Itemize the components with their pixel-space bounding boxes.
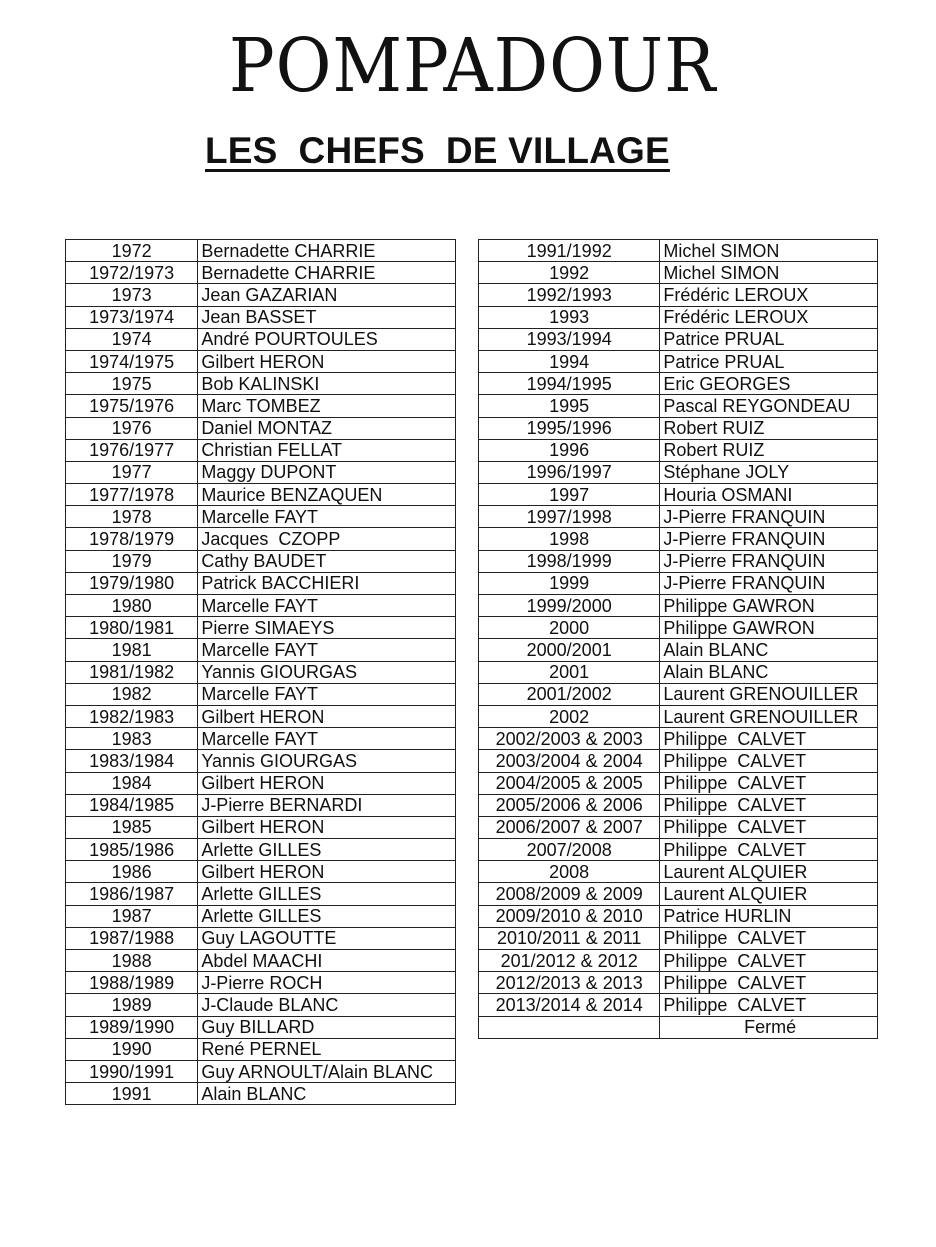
table-row (479, 506, 878, 528)
chef-name-cell: Laurent ALQUIER (660, 861, 878, 883)
table-row (66, 1016, 456, 1038)
chef-name-cell: Laurent ALQUIER (660, 883, 878, 905)
year-cell: 1980/1981 (66, 617, 198, 639)
chef-name-cell: Gilbert HERON (198, 772, 456, 794)
year-cell (479, 1016, 660, 1038)
chef-name-cell: Alain BLANC (660, 639, 878, 661)
year-cell: 1982 (66, 683, 198, 705)
chef-name-cell: Patrick BACCHIERI (198, 572, 456, 594)
table-row (479, 284, 878, 306)
table-row (66, 1083, 456, 1105)
table-row (66, 262, 456, 284)
year-cell: 1989/1990 (66, 1016, 198, 1038)
table-row (66, 816, 456, 838)
chef-name-cell: Alain BLANC (660, 661, 878, 683)
table-row (66, 328, 456, 350)
year-cell: 2005/2006 & 2006 (479, 794, 660, 816)
table-row (479, 661, 878, 683)
table-row (66, 861, 456, 883)
year-cell: 1979/1980 (66, 572, 198, 594)
table-row (66, 306, 456, 328)
chef-name-cell: Marcelle FAYT (198, 728, 456, 750)
table-row (66, 839, 456, 861)
table-row (479, 883, 878, 905)
year-cell: 1972/1973 (66, 262, 198, 284)
chef-name-cell: Philippe CALVET (660, 728, 878, 750)
table-row (66, 728, 456, 750)
table-row (66, 461, 456, 483)
chef-name-cell: Arlette GILLES (198, 905, 456, 927)
year-cell: 1985 (66, 816, 198, 838)
chef-name-cell: Jean BASSET (198, 306, 456, 328)
chef-name-cell: Maurice BENZAQUEN (198, 484, 456, 506)
chef-name-cell: J-Pierre FRANQUIN (660, 506, 878, 528)
year-cell: 2010/2011 & 2011 (479, 927, 660, 949)
table-row (479, 639, 878, 661)
year-cell: 1996/1997 (479, 461, 660, 483)
table-row (479, 861, 878, 883)
table-row (479, 705, 878, 727)
table-row (66, 683, 456, 705)
chef-name-cell: J-Pierre FRANQUIN (660, 572, 878, 594)
chef-name-cell: J-Claude BLANC (198, 994, 456, 1016)
year-cell: 2013/2014 & 2014 (479, 994, 660, 1016)
year-cell: 1975 (66, 373, 198, 395)
chef-name-cell: Philippe CALVET (660, 750, 878, 772)
year-cell: 1981/1982 (66, 661, 198, 683)
chef-name-cell: Jacques CZOPP (198, 528, 456, 550)
chefs-table-left (65, 239, 456, 1105)
chef-name-cell: Eric GEORGES (660, 373, 878, 395)
table-row (479, 484, 878, 506)
table-row (479, 728, 878, 750)
table-row (479, 816, 878, 838)
year-cell: 2006/2007 & 2007 (479, 816, 660, 838)
chef-name-cell: Robert RUIZ (660, 439, 878, 461)
chef-name-cell: Guy BILLARD (198, 1016, 456, 1038)
table-row (66, 661, 456, 683)
chef-name-cell: Frédéric LEROUX (660, 284, 878, 306)
chef-name-cell: Laurent GRENOUILLER (660, 683, 878, 705)
chef-name-cell: Philippe CALVET (660, 927, 878, 949)
year-cell: 1975/1976 (66, 395, 198, 417)
table-row (66, 994, 456, 1016)
year-cell: 1988/1989 (66, 972, 198, 994)
chef-name-cell: J-Pierre FRANQUIN (660, 550, 878, 572)
chef-name-cell: Jean GAZARIAN (198, 284, 456, 306)
year-cell: 1977/1978 (66, 484, 198, 506)
chef-name-cell: Patrice PRUAL (660, 328, 878, 350)
table-row (479, 461, 878, 483)
chef-name-cell: Gilbert HERON (198, 350, 456, 372)
year-cell: 2012/2013 & 2013 (479, 972, 660, 994)
year-cell: 1976/1977 (66, 439, 198, 461)
table-row (479, 417, 878, 439)
chef-name-cell: Bernadette CHARRIE (198, 262, 456, 284)
chef-name-cell: Marc TOMBEZ (198, 395, 456, 417)
chef-name-cell: Gilbert HERON (198, 861, 456, 883)
year-cell: 1986 (66, 861, 198, 883)
year-cell: 1984/1985 (66, 794, 198, 816)
chef-name-cell: Yannis GIOURGAS (198, 661, 456, 683)
chef-name-cell: Patrice PRUAL (660, 350, 878, 372)
table-row (479, 240, 878, 262)
page-subtitle: LES CHEFS DE VILLAGE (205, 130, 670, 171)
year-cell: 1998 (479, 528, 660, 550)
chef-name-cell: Arlette GILLES (198, 883, 456, 905)
table-row (66, 240, 456, 262)
chef-name-cell: Frédéric LEROUX (660, 306, 878, 328)
year-cell: 2008/2009 & 2009 (479, 883, 660, 905)
table-row (479, 617, 878, 639)
chef-name-cell: Philippe CALVET (660, 839, 878, 861)
chef-name-cell: Philippe CALVET (660, 994, 878, 1016)
chef-name-cell: Fermé (660, 1016, 878, 1038)
table-row (479, 994, 878, 1016)
table-row (66, 883, 456, 905)
table-row (66, 417, 456, 439)
chef-name-cell: Maggy DUPONT (198, 461, 456, 483)
year-cell: 1995/1996 (479, 417, 660, 439)
table-row (479, 550, 878, 572)
chef-name-cell: J-Pierre BERNARDI (198, 794, 456, 816)
year-cell: 201/2012 & 2012 (479, 950, 660, 972)
chef-name-cell: Arlette GILLES (198, 839, 456, 861)
page-title: POMPADOUR (228, 23, 717, 109)
table-row (66, 1038, 456, 1060)
year-cell: 1997 (479, 484, 660, 506)
table-row (479, 328, 878, 350)
year-cell: 1987 (66, 905, 198, 927)
year-cell: 1977 (66, 461, 198, 483)
table-row (66, 1060, 456, 1082)
year-cell: 1976 (66, 417, 198, 439)
table-row (479, 750, 878, 772)
chef-name-cell: Robert RUIZ (660, 417, 878, 439)
chef-name-cell: Marcelle FAYT (198, 506, 456, 528)
year-cell: 2000 (479, 617, 660, 639)
table-row (66, 506, 456, 528)
chef-name-cell: Yannis GIOURGAS (198, 750, 456, 772)
year-cell: 1974/1975 (66, 350, 198, 372)
table-row (66, 528, 456, 550)
year-cell: 1983 (66, 728, 198, 750)
year-cell: 1993 (479, 306, 660, 328)
year-cell: 1999 (479, 572, 660, 594)
year-cell: 1973/1974 (66, 306, 198, 328)
chef-name-cell: Christian FELLAT (198, 439, 456, 461)
table-row (66, 905, 456, 927)
chef-name-cell: Philippe CALVET (660, 816, 878, 838)
chef-name-cell: Guy ARNOULT/Alain BLANC (198, 1060, 456, 1082)
table-row (66, 639, 456, 661)
table-row (66, 373, 456, 395)
year-cell: 2003/2004 & 2004 (479, 750, 660, 772)
chef-name-cell: Guy LAGOUTTE (198, 927, 456, 949)
chef-name-cell: Philippe GAWRON (660, 595, 878, 617)
year-cell: 2001 (479, 661, 660, 683)
year-cell: 1988 (66, 950, 198, 972)
year-cell: 1996 (479, 439, 660, 461)
year-cell: 1987/1988 (66, 927, 198, 949)
table-row (479, 572, 878, 594)
year-cell: 1995 (479, 395, 660, 417)
year-cell: 1973 (66, 284, 198, 306)
table-row (66, 750, 456, 772)
year-cell: 1986/1987 (66, 883, 198, 905)
table-row (479, 839, 878, 861)
year-cell: 1999/2000 (479, 595, 660, 617)
year-cell: 1989 (66, 994, 198, 1016)
table-row (479, 905, 878, 927)
chef-name-cell: Pascal REYGONDEAU (660, 395, 878, 417)
table-row (66, 617, 456, 639)
chef-name-cell: Alain BLANC (198, 1083, 456, 1105)
table-row (66, 794, 456, 816)
table-row (66, 395, 456, 417)
year-cell: 1991/1992 (479, 240, 660, 262)
table-row (66, 772, 456, 794)
chef-name-cell: J-Pierre FRANQUIN (660, 528, 878, 550)
table-row (479, 306, 878, 328)
chef-name-cell: Philippe CALVET (660, 972, 878, 994)
table-row (66, 705, 456, 727)
year-cell: 1983/1984 (66, 750, 198, 772)
table-row (66, 927, 456, 949)
year-cell: 2008 (479, 861, 660, 883)
table-row (66, 950, 456, 972)
year-cell: 1990 (66, 1038, 198, 1060)
table-row (479, 528, 878, 550)
chef-name-cell: Marcelle FAYT (198, 683, 456, 705)
chef-name-cell: Philippe CALVET (660, 950, 878, 972)
year-cell: 1992 (479, 262, 660, 284)
chef-name-cell: Gilbert HERON (198, 816, 456, 838)
table-row (479, 373, 878, 395)
chef-name-cell: Houria OSMANI (660, 484, 878, 506)
table-row (479, 262, 878, 284)
chef-name-cell: Pierre SIMAEYS (198, 617, 456, 639)
chef-name-cell: Michel SIMON (660, 240, 878, 262)
year-cell: 1974 (66, 328, 198, 350)
table-row (479, 439, 878, 461)
year-cell: 1994/1995 (479, 373, 660, 395)
year-cell: 1981 (66, 639, 198, 661)
table-row (479, 927, 878, 949)
chef-name-cell: Patrice HURLIN (660, 905, 878, 927)
table-row (479, 794, 878, 816)
year-cell: 2001/2002 (479, 683, 660, 705)
table-row (479, 683, 878, 705)
year-cell: 1993/1994 (479, 328, 660, 350)
table-row (66, 284, 456, 306)
year-cell: 2002/2003 & 2003 (479, 728, 660, 750)
year-cell: 1972 (66, 240, 198, 262)
chef-name-cell: Philippe CALVET (660, 794, 878, 816)
year-cell: 1992/1993 (479, 284, 660, 306)
table-row (66, 439, 456, 461)
year-cell: 1982/1983 (66, 705, 198, 727)
table-row (66, 350, 456, 372)
table-row (66, 595, 456, 617)
year-cell: 2004/2005 & 2005 (479, 772, 660, 794)
year-cell: 1990/1991 (66, 1060, 198, 1082)
chefs-table-right (478, 239, 878, 1039)
year-cell: 2009/2010 & 2010 (479, 905, 660, 927)
year-cell: 2007/2008 (479, 839, 660, 861)
year-cell: 1997/1998 (479, 506, 660, 528)
table-row (479, 395, 878, 417)
chef-name-cell: Stéphane JOLY (660, 461, 878, 483)
table-row (66, 484, 456, 506)
chef-name-cell: Bob KALINSKI (198, 373, 456, 395)
chef-name-cell: Abdel MAACHI (198, 950, 456, 972)
chef-name-cell: Philippe CALVET (660, 772, 878, 794)
year-cell: 1978/1979 (66, 528, 198, 550)
chef-name-cell: J-Pierre ROCH (198, 972, 456, 994)
table-row (479, 350, 878, 372)
year-cell: 2000/2001 (479, 639, 660, 661)
year-cell: 2002 (479, 705, 660, 727)
chef-name-cell: Daniel MONTAZ (198, 417, 456, 439)
year-cell: 1998/1999 (479, 550, 660, 572)
chef-name-cell: Gilbert HERON (198, 705, 456, 727)
table-row (479, 972, 878, 994)
table-row (66, 972, 456, 994)
year-cell: 1984 (66, 772, 198, 794)
chef-name-cell: Philippe GAWRON (660, 617, 878, 639)
year-cell: 1991 (66, 1083, 198, 1105)
chef-name-cell: René PERNEL (198, 1038, 456, 1060)
table-row (66, 572, 456, 594)
chef-name-cell: André POURTOULES (198, 328, 456, 350)
year-cell: 1978 (66, 506, 198, 528)
year-cell: 1994 (479, 350, 660, 372)
table-row (479, 772, 878, 794)
chef-name-cell: Marcelle FAYT (198, 639, 456, 661)
year-cell: 1985/1986 (66, 839, 198, 861)
year-cell: 1979 (66, 550, 198, 572)
table-row (66, 550, 456, 572)
chef-name-cell: Marcelle FAYT (198, 595, 456, 617)
chef-name-cell: Cathy BAUDET (198, 550, 456, 572)
chef-name-cell: Michel SIMON (660, 262, 878, 284)
table-row (479, 950, 878, 972)
table-row (479, 595, 878, 617)
chef-name-cell: Bernadette CHARRIE (198, 240, 456, 262)
table-row (479, 1016, 878, 1038)
chef-name-cell: Laurent GRENOUILLER (660, 705, 878, 727)
year-cell: 1980 (66, 595, 198, 617)
